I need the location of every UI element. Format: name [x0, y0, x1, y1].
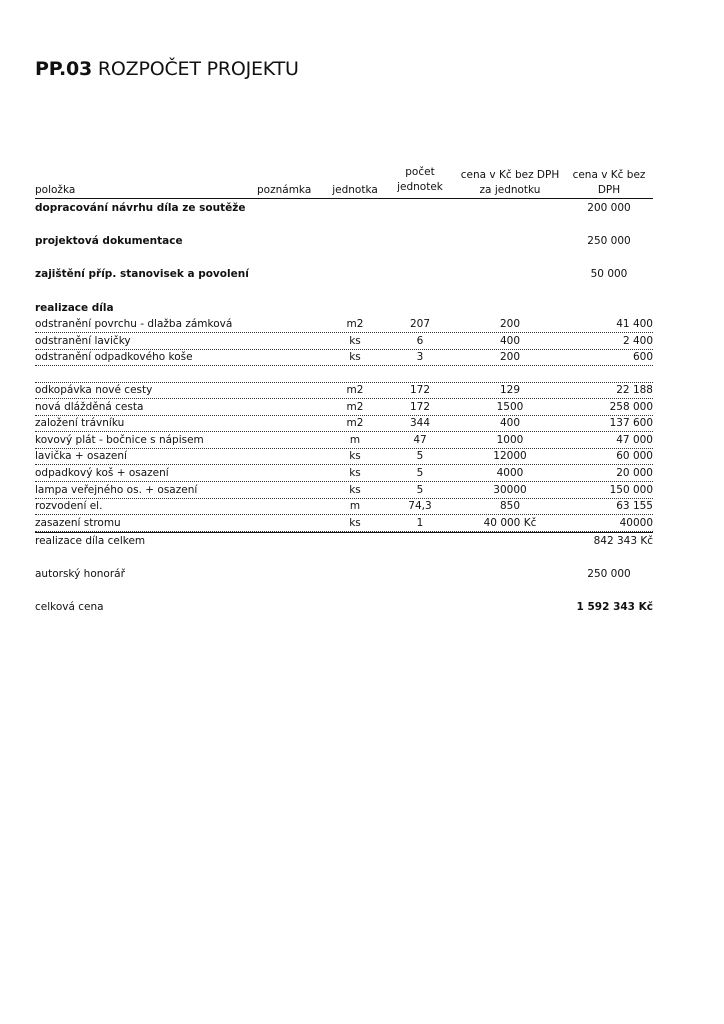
row-total: 600 [632, 351, 653, 363]
row-total: 41 400 [616, 318, 653, 330]
row-qty: 5 [416, 467, 424, 479]
row-divider [35, 415, 653, 416]
column-header-total-line1: cena v Kč bez [572, 169, 646, 181]
author-fee-label: autorský honorář [35, 568, 125, 580]
realization-total-value: 842 343 Kč [593, 535, 653, 547]
row-unit: m [349, 433, 361, 446]
row-total: 22 188 [616, 384, 653, 396]
row-divider [35, 464, 653, 465]
row-qty: 74,3 [408, 500, 432, 513]
row-qty: 5 [416, 483, 424, 496]
row-total: 2 400 [622, 334, 653, 347]
row-divider [35, 481, 653, 482]
row-item: odkopávka nové cesty [35, 384, 153, 396]
row-divider [35, 398, 653, 399]
row-total: 150 000 [609, 483, 653, 496]
row-divider [35, 332, 653, 333]
row-item: odpadkový koš + osazení [35, 467, 169, 479]
row-unit-price: 200 [499, 351, 521, 363]
column-header-price-line2: za jednotku [479, 184, 541, 196]
row-unit: ks [349, 467, 361, 479]
row-unit: ks [349, 334, 361, 347]
row-unit-price: 400 [499, 334, 521, 347]
row-qty: 344 [409, 417, 431, 430]
column-header-qty-line2: jednotek [397, 181, 443, 193]
row-divider [35, 498, 653, 499]
row-item: rozvodení el. [35, 500, 103, 513]
column-header-price-line1: cena v Kč bez DPH [460, 169, 560, 181]
row-unit-price: 1500 [496, 400, 524, 413]
row-item: lavička + osazení [35, 450, 127, 463]
row-divider [35, 431, 653, 432]
section-design-label: dopracování návrhu díla ze soutěže [35, 202, 246, 214]
row-unit: ks [349, 483, 361, 496]
row-unit-price: 1000 [496, 433, 524, 446]
document-code: PP.03 [35, 58, 93, 80]
row-total: 47 000 [616, 433, 653, 446]
row-unit-price: 12000 [493, 450, 527, 463]
row-item: odstranění povrchu - dlažba zámková [35, 318, 233, 330]
row-unit-price: 400 [499, 417, 521, 430]
row-qty: 6 [416, 334, 424, 347]
row-unit: m2 [346, 400, 364, 413]
row-unit: m [349, 500, 361, 513]
page-title [35, 58, 299, 80]
row-unit-price: 200 [499, 318, 521, 330]
row-qty: 5 [416, 450, 424, 463]
grand-total-label: celková cena [35, 601, 104, 613]
row-unit-price: 850 [499, 500, 521, 513]
row-item: kovový plát - bočnice s nápisem [35, 433, 204, 446]
row-item: odstranění lavičky [35, 334, 131, 347]
section-docs-total: 250 000 [587, 235, 631, 247]
section-permits-label: zajištění příp. stanovisek a povolení [35, 268, 249, 280]
row-qty: 172 [409, 384, 431, 396]
row-qty: 1 [416, 516, 424, 529]
section-permits-total: 50 000 [590, 268, 628, 280]
row-total: 60 000 [616, 450, 653, 463]
row-item: lampa veřejného os. + osazení [35, 483, 198, 496]
author-fee-value: 250 000 [587, 568, 631, 580]
row-unit: ks [349, 516, 361, 529]
row-unit-price: 129 [499, 384, 521, 396]
row-unit-price: 30000 [493, 483, 527, 496]
row-item: zasazení stromu [35, 516, 121, 529]
row-unit: ks [349, 450, 361, 463]
row-total: 20 000 [616, 467, 653, 479]
column-header-item: položka [35, 184, 76, 196]
column-header-unit: jednotka [332, 184, 378, 196]
column-header-qty-line1: počet [405, 166, 435, 178]
row-item: nová dlážděná cesta [35, 400, 144, 413]
section-docs-label: projektová dokumentace [35, 235, 183, 247]
section-realization-label: realizace díla [35, 302, 114, 314]
row-qty: 207 [409, 318, 431, 330]
group-spacer-line [35, 382, 653, 383]
row-unit-price: 4000 [496, 467, 524, 479]
row-total: 63 155 [616, 500, 653, 513]
row-divider [35, 365, 653, 366]
row-unit: m2 [346, 318, 364, 330]
row-item: založení trávníku [35, 417, 125, 430]
row-unit: m2 [346, 384, 364, 396]
document-name: ROZPOČET PROJEKTU [97, 58, 299, 80]
row-unit: m2 [346, 417, 364, 430]
header-divider [35, 198, 653, 199]
row-item: odstranění odpadkového koše [35, 351, 193, 363]
column-header-note: poznámka [257, 184, 312, 196]
row-divider [35, 349, 653, 350]
grand-total-value: 1 592 343 Kč [576, 601, 653, 613]
row-unit: ks [349, 351, 361, 363]
row-qty: 172 [409, 400, 431, 413]
realization-total-label: realizace díla celkem [35, 535, 146, 547]
row-total: 258 000 [609, 400, 653, 413]
row-total: 137 600 [609, 417, 653, 430]
row-qty: 3 [416, 351, 424, 363]
row-total: 40000 [619, 516, 653, 529]
column-header-total-line2: DPH [597, 184, 621, 196]
row-qty: 47 [413, 433, 427, 446]
section-design-total: 200 000 [587, 202, 631, 214]
row-unit-price: 40 000 Kč [483, 516, 537, 529]
row-divider [35, 514, 653, 515]
row-divider [35, 448, 653, 449]
realization-total-divider [35, 532, 653, 533]
